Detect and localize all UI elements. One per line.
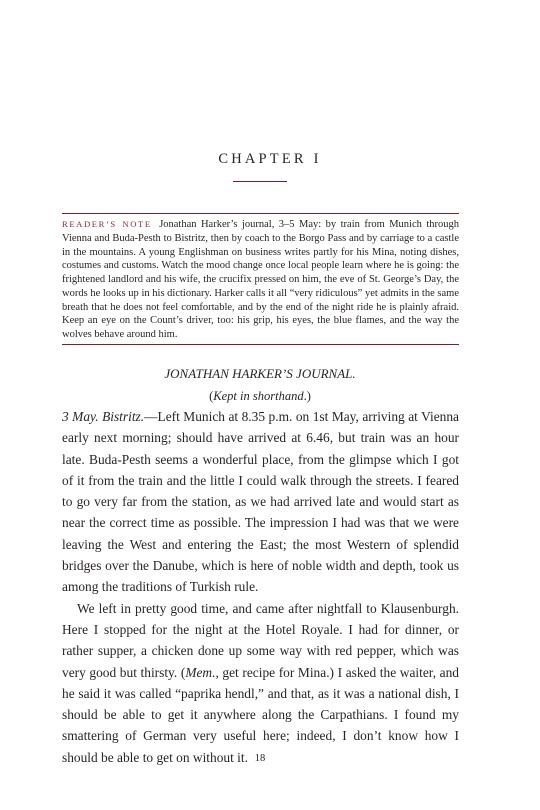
journal-subheading-italic: Kept in shorthand (213, 389, 304, 403)
readers-note (62, 218, 459, 342)
readers-note-box (62, 213, 459, 345)
journal-paragraph-2 (62, 598, 459, 768)
journal-body (62, 406, 459, 768)
chapter-title: CHAPTER I (218, 151, 322, 167)
journal-paragraph-1 (62, 406, 459, 598)
journal-subheading: (Kept in shorthand.) (209, 389, 311, 403)
journal-paragraph-1-text: —Left Munich at 8.35 p.m. on 1st May, arriving at Vienna early next morning; should have arrived at 6.46, but train was an hour late. Buda-Pesth seems a wonderful place, from the glimpse which I got of it from the train and the little I could walk through the streets. I feared to go very far from the station, as we had arrived late and would start as near the correct time as possible. The impression I had was that we were leaving the West and entering the East; the most Western of splendid bridges over the Danube, which is here of noble width and depth, took us among the traditions of Turkish rule. (62, 409, 459, 595)
chapter-divider (233, 181, 287, 182)
journal-memo: Mem. (185, 664, 216, 680)
readers-note-label: READER’S NOTE (62, 219, 152, 229)
journal-paragraph-2-text-b: , get recipe for Mina.) I asked the waiter, and he said it was called “paprika hendl,” and that, as it was a national dish, I should be able to get it anywhere along the Carpathians. I found my smattering of German very useful here; indeed, I don’t know how I should be able to get on without it. (62, 664, 459, 765)
page-number: 18 (254, 753, 266, 764)
journal-entry-date: 3 May. Bistritz. (62, 409, 145, 424)
readers-note-text: Jonathan Harker’s journal, 3–5 May: by train from Munich through Vienna and Buda-Pesth to Bistritz, then by coach to the Borgo Pass and by carriage to a castle in the mountains. A young Englishman on business writes partly for his Mina, noting dishes, costumes and customs. Watch the mood change once local people learn where he is going: the frightened landlord and his wife, the crucifix pressed on him, the eve of St. George’s Day, the words he looks up in his dictionary. Harker calls it all “very ridiculous” yet admits in the same breath that he does not feel comfortable, and by the end of the night ride he is plainly afraid. Keep an eye on the Count’s driver, too: his grip, his eyes, the blue flames, and the way the wolves behave around him. (62, 219, 459, 340)
journal-heading: JONATHAN HARKER’S JOURNAL. (164, 366, 356, 381)
journal-paragraph-2-text-a: We left in pretty good time, and came after nightfall to Klausenburgh. Here I stopped for the night at the Hotel Royale. I had for dinner, or rather supper, a chicken done up some way with red pepper, which was very good but thirsty. ( (62, 600, 459, 680)
